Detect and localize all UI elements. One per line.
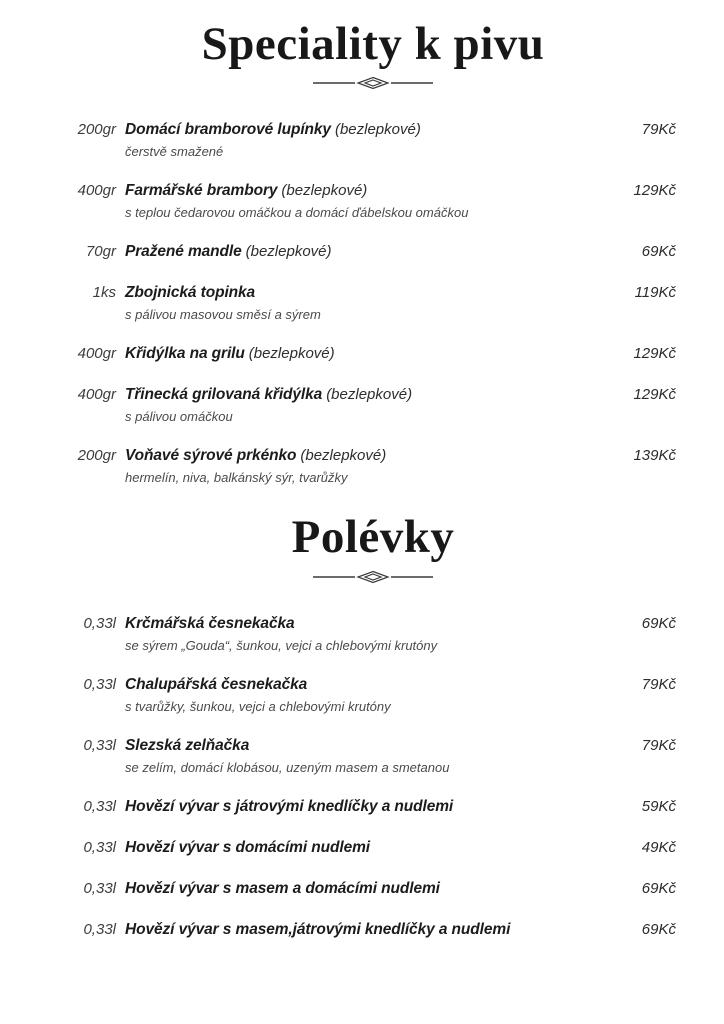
section-title: Speciality k pivu <box>201 18 545 70</box>
item-name: Voňavé sýrové prkénko <box>125 447 297 465</box>
item-name: Farmářské brambory <box>125 182 278 200</box>
item-name: Hovězí vývar s masem,játrovými knedlíčky a nudlemi <box>125 920 511 938</box>
item-quantity: 400gr <box>77 182 116 200</box>
item-price: 69Kč <box>641 614 676 632</box>
item-title-wrap <box>125 344 621 364</box>
item-quantity: 200gr <box>77 121 116 139</box>
item-name: Hovězí vývar s masem a domácími nudlemi <box>125 879 440 897</box>
menu-sections <box>70 20 676 940</box>
item-description: s pálivou masovou směsí a sýrem <box>125 307 321 323</box>
menu-item-main-line <box>70 838 676 858</box>
item-title-wrap <box>125 242 630 262</box>
item-description: čerstvě smažené <box>125 144 224 160</box>
item-title-wrap <box>125 446 621 466</box>
menu-section-0 <box>70 20 676 486</box>
menu-item-main-line <box>70 879 676 899</box>
item-description: hermelín, niva, balkánský sýr, tvarůžky <box>125 470 348 486</box>
item-quantity: 0,33l <box>83 614 116 632</box>
item-quantity: 200gr <box>77 447 116 465</box>
item-description: s teplou čedarovou omáčkou a domácí ďábelskou omáčkou <box>125 205 469 221</box>
item-price: 69Kč <box>641 243 676 261</box>
item-gluten-free-note: (bezlepkové) <box>326 386 413 404</box>
menu-item-row <box>70 446 676 486</box>
item-title-wrap <box>125 797 630 817</box>
item-price: 129Kč <box>633 345 676 363</box>
item-title-wrap <box>125 120 630 140</box>
item-price: 79Kč <box>641 121 676 139</box>
item-description: se sýrem „Gouda“, šunkou, vejci a chlebovými krutóny <box>125 637 438 653</box>
item-gluten-free-note: (bezlepkové) <box>281 182 368 200</box>
item-price: 69Kč <box>641 879 676 897</box>
item-name: Zbojnická topinka <box>125 284 256 302</box>
item-name: Třinecká grilovaná křidýlka <box>125 386 323 404</box>
menu-item-main-line <box>70 283 676 303</box>
item-name: Hovězí vývar s játrovými knedlíčky a nudlemi <box>125 797 454 815</box>
item-price: 139Kč <box>633 447 676 465</box>
menu-item-main-line <box>70 614 676 634</box>
diamond-divider-icon <box>70 76 676 90</box>
menu-item-row <box>70 181 676 221</box>
menu-item-row <box>70 385 676 425</box>
item-title-wrap <box>125 283 623 303</box>
item-price: 69Kč <box>641 920 676 938</box>
item-price: 59Kč <box>641 797 676 815</box>
menu-item-main-line <box>70 242 676 262</box>
item-name: Pražené mandle <box>125 243 242 261</box>
item-description: se zelím, domácí klobásou, uzeným masem a smetanou <box>125 759 450 775</box>
item-title-wrap <box>125 838 630 858</box>
item-price: 79Kč <box>641 675 676 693</box>
item-gluten-free-note: (bezlepkové) <box>300 447 387 465</box>
menu-item-main-line <box>70 385 676 405</box>
item-quantity: 400gr <box>77 345 116 363</box>
menu-item-row <box>70 736 676 776</box>
item-gluten-free-note: (bezlepkové) <box>245 243 332 261</box>
menu-item-row <box>70 120 676 160</box>
menu-item-main-line <box>70 344 676 364</box>
menu-item-row <box>70 675 676 715</box>
item-description: s tvarůžky, šunkou, vejci a chlebovými krutóny <box>125 698 391 714</box>
item-title-wrap <box>125 879 630 899</box>
item-quantity: 0,33l <box>83 920 116 938</box>
item-name: Krčmářská česnekačka <box>125 614 295 632</box>
menu-section-1 <box>70 513 676 939</box>
item-price: 49Kč <box>641 838 676 856</box>
item-description: s pálivou omáčkou <box>125 409 233 425</box>
item-quantity: 0,33l <box>83 879 116 897</box>
item-name: Křidýlka na grilu <box>125 345 245 363</box>
item-quantity: 70gr <box>85 243 116 261</box>
menu-item-main-line <box>70 120 676 140</box>
item-price: 129Kč <box>633 386 676 404</box>
item-name: Domácí bramborové lupínky <box>125 121 331 139</box>
item-price: 79Kč <box>641 736 676 754</box>
item-title-wrap <box>125 385 621 405</box>
menu-item-row <box>70 614 676 654</box>
item-name: Hovězí vývar s domácími nudlemi <box>125 838 370 856</box>
menu-item-main-line <box>70 181 676 201</box>
menu-item-row <box>70 879 676 899</box>
menu-item-row <box>70 344 676 364</box>
section-title: Polévky <box>291 511 455 564</box>
menu-item-main-line <box>70 446 676 466</box>
item-title-wrap <box>125 920 630 940</box>
menu-item-main-line <box>70 797 676 817</box>
item-gluten-free-note: (bezlepkové) <box>334 121 421 139</box>
item-quantity: 0,33l <box>83 736 116 754</box>
item-quantity: 1ks <box>92 284 116 302</box>
item-quantity: 400gr <box>77 386 116 404</box>
menu-item-row <box>70 920 676 940</box>
menu-item-main-line <box>70 736 676 756</box>
menu-item-row <box>70 797 676 817</box>
item-title-wrap <box>125 181 621 201</box>
diamond-divider-icon <box>70 570 676 584</box>
menu-item-row <box>70 242 676 262</box>
item-price: 129Kč <box>633 182 676 200</box>
section-items <box>70 120 676 486</box>
section-items <box>70 614 676 940</box>
item-name: Slezská zelňačka <box>125 736 250 754</box>
item-title-wrap <box>125 736 630 756</box>
item-title-wrap <box>125 614 630 634</box>
menu-item-row <box>70 838 676 858</box>
item-title-wrap <box>125 675 630 695</box>
item-quantity: 0,33l <box>83 797 116 815</box>
item-name: Chalupářská česnekačka <box>125 675 308 693</box>
menu-item-row <box>70 283 676 323</box>
item-quantity: 0,33l <box>83 675 116 693</box>
menu-item-main-line <box>70 920 676 940</box>
item-gluten-free-note: (bezlepkové) <box>248 345 335 363</box>
item-price: 119Kč <box>634 284 676 302</box>
item-quantity: 0,33l <box>83 838 116 856</box>
menu-item-main-line <box>70 675 676 695</box>
